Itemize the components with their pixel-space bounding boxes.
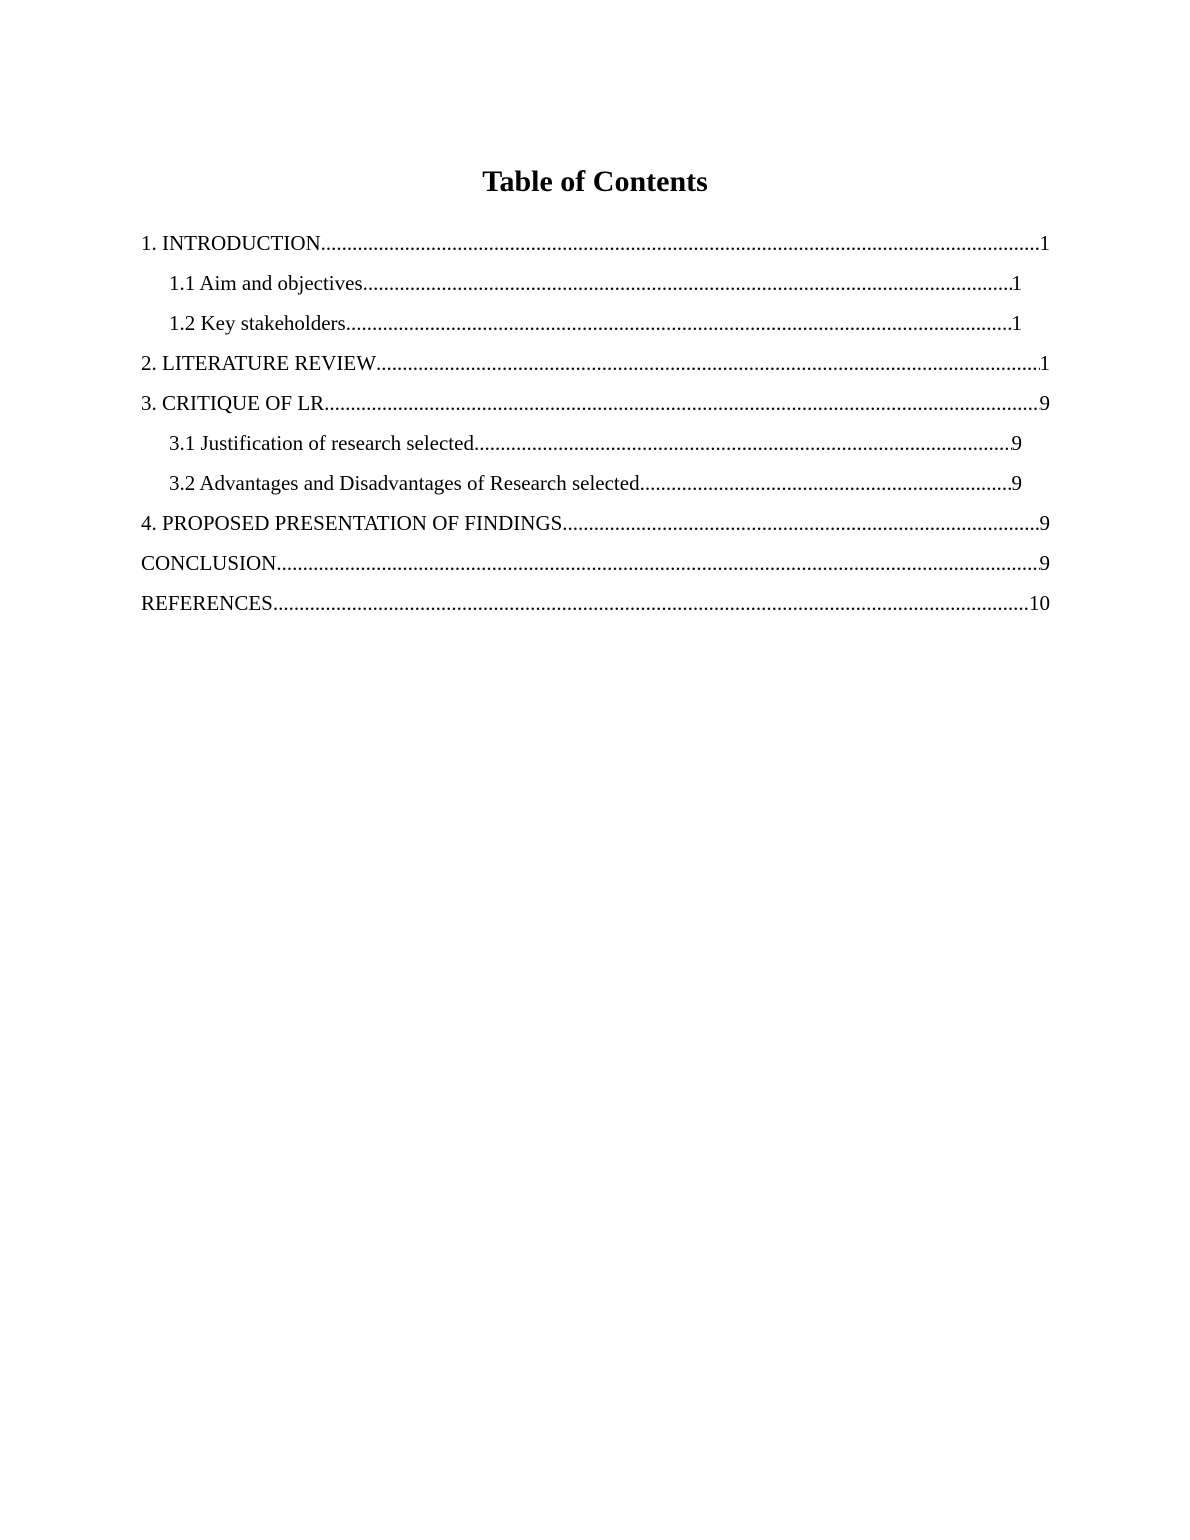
toc-entry-introduction[interactable] xyxy=(141,228,1050,258)
toc-entry-critique-of-lr[interactable] xyxy=(141,388,1050,418)
toc-entry-proposed-presentation[interactable] xyxy=(141,508,1050,538)
toc-entry-aim-and-objectives[interactable] xyxy=(169,268,1022,298)
toc-entry-page: 1 xyxy=(1011,271,1022,295)
toc-entry-label: 3. CRITIQUE OF LR xyxy=(141,391,325,415)
toc-dot-leader xyxy=(562,508,1039,538)
toc-entry-label: REFERENCES xyxy=(141,591,273,615)
toc-dot-leader xyxy=(640,468,1012,498)
toc-dot-leader xyxy=(474,428,1012,458)
toc-entry-page: 9 xyxy=(1039,391,1050,415)
toc-entry-advantages-disadvantages[interactable] xyxy=(169,468,1022,498)
toc-entry-page: 9 xyxy=(1011,471,1022,495)
toc-entry-label: 3.2 Advantages and Disadvantages of Research selected xyxy=(169,471,640,495)
toc-title: Table of Contents xyxy=(482,165,708,198)
toc-entry-justification[interactable] xyxy=(169,428,1022,458)
toc-entry-literature-review[interactable] xyxy=(141,348,1050,378)
toc-dot-leader xyxy=(363,268,1012,298)
toc-entry-label: 1.1 Aim and objectives xyxy=(169,271,363,295)
toc-entry-references[interactable] xyxy=(141,588,1050,618)
toc-entry-label: CONCLUSION xyxy=(141,551,277,575)
toc-dot-leader xyxy=(346,308,1012,338)
toc-dot-leader xyxy=(324,388,1039,418)
toc-entry-label: 3.1 Justification of research selected xyxy=(169,431,474,455)
toc-entry-page: 9 xyxy=(1039,551,1050,575)
toc-dot-leader xyxy=(273,588,1029,618)
toc-entry-page: 1 xyxy=(1011,311,1022,335)
toc-entry-page: 10 xyxy=(1029,591,1050,615)
toc-entry-page: 9 xyxy=(1039,511,1050,535)
toc-entry-page: 1 xyxy=(1039,231,1050,255)
toc-entry-page: 9 xyxy=(1011,431,1022,455)
toc-entry-label: 4. PROPOSED PRESENTATION OF FINDINGS xyxy=(141,511,563,535)
toc-entry-page: 1 xyxy=(1039,351,1050,375)
toc-entry-key-stakeholders[interactable] xyxy=(169,308,1022,338)
toc-entry-conclusion[interactable] xyxy=(141,548,1050,578)
toc-entry-label: 2. LITERATURE REVIEW xyxy=(141,351,377,375)
toc-entry-label: 1. INTRODUCTION xyxy=(141,231,321,255)
toc-dot-leader xyxy=(321,228,1040,258)
toc-dot-leader xyxy=(276,548,1039,578)
toc-dot-leader xyxy=(376,348,1039,378)
toc-entry-label: 1.2 Key stakeholders xyxy=(169,311,346,335)
